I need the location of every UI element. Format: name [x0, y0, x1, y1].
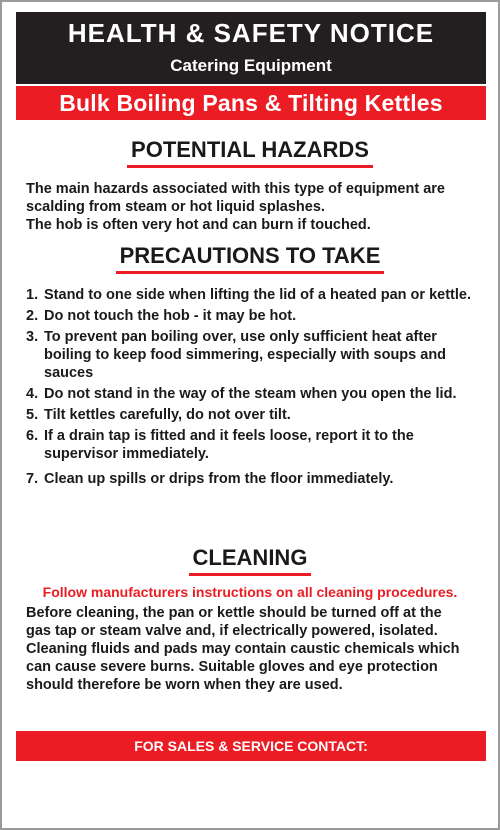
cleaning-note: Follow manufacturers instructions on all cleaning procedures. — [42, 584, 458, 600]
list-item-text: Stand to one side when lifting the lid of a heated pan or kettle. — [44, 287, 471, 303]
cleaning-line: gas tap or steam valve and, if electrically powered, isolated. — [26, 623, 438, 639]
list-item-text: Do not touch the hob - it may be hot. — [44, 308, 297, 324]
cleaning-line: Cleaning fluids and pads may contain caustic chemicals which — [26, 641, 460, 657]
cleaning-heading-wrap — [2, 544, 498, 576]
cleaning-heading: CLEANING — [189, 544, 312, 576]
list-item-text: If a drain tap is fitted and it feels loose, report it to the supervisor immediately. — [44, 428, 414, 462]
cleaning-line: should therefore be worn when they are used. — [26, 677, 343, 693]
list-item — [26, 406, 476, 424]
list-item-number: 3. — [26, 329, 39, 345]
cleaning-text — [26, 604, 486, 694]
hazards-line: scalding from steam or hot liquid splashes. — [26, 199, 325, 215]
contact-label: FOR SALES & SERVICE CONTACT: — [134, 738, 368, 754]
equipment-band — [16, 86, 486, 120]
cleaning-line: Before cleaning, the pan or kettle should be turned off at the — [26, 605, 442, 621]
list-item — [26, 286, 476, 304]
list-item-text: To prevent pan boiling over, use only sufficient heat after boiling to keep food simmering, especially with soups and sauces — [44, 329, 447, 381]
list-item-text: Clean up spills or drips from the floor immediately. — [44, 471, 394, 487]
equipment-title: Bulk Boiling Pans & Tilting Kettles — [59, 90, 443, 116]
hazards-line: The main hazards associated with this type of equipment are — [26, 181, 445, 197]
precautions-heading: PRECAUTIONS TO TAKE — [116, 242, 385, 274]
list-item-text: Tilt kettles carefully, do not over tilt. — [44, 407, 291, 423]
list-item-number: 4. — [26, 386, 39, 402]
list-item — [26, 427, 476, 463]
list-item — [26, 328, 476, 382]
hazards-line: The hob is often very hot and can burn if touched. — [26, 217, 371, 233]
precautions-list — [26, 286, 476, 491]
list-item-number: 6. — [26, 428, 39, 444]
contact-band — [16, 731, 486, 761]
list-item-number: 2. — [26, 308, 39, 324]
hazards-heading: POTENTIAL HAZARDS — [127, 136, 373, 168]
notice-subtitle: Catering Equipment — [170, 56, 332, 75]
list-item-number: 1. — [26, 287, 39, 303]
list-item — [26, 470, 476, 488]
header-band — [16, 12, 486, 84]
list-item — [26, 385, 476, 403]
list-item-text: Do not stand in the way of the steam when you open the lid. — [44, 386, 457, 402]
hazards-text — [26, 180, 486, 234]
list-item — [26, 307, 476, 325]
list-item-number: 5. — [26, 407, 39, 423]
hazards-heading-wrap — [2, 136, 498, 168]
precautions-heading-wrap — [2, 242, 498, 274]
cleaning-line: can cause severe burns. Suitable gloves and eye protection — [26, 659, 438, 675]
list-item-number: 7. — [26, 471, 39, 487]
notice-title: HEALTH & SAFETY NOTICE — [67, 18, 435, 48]
